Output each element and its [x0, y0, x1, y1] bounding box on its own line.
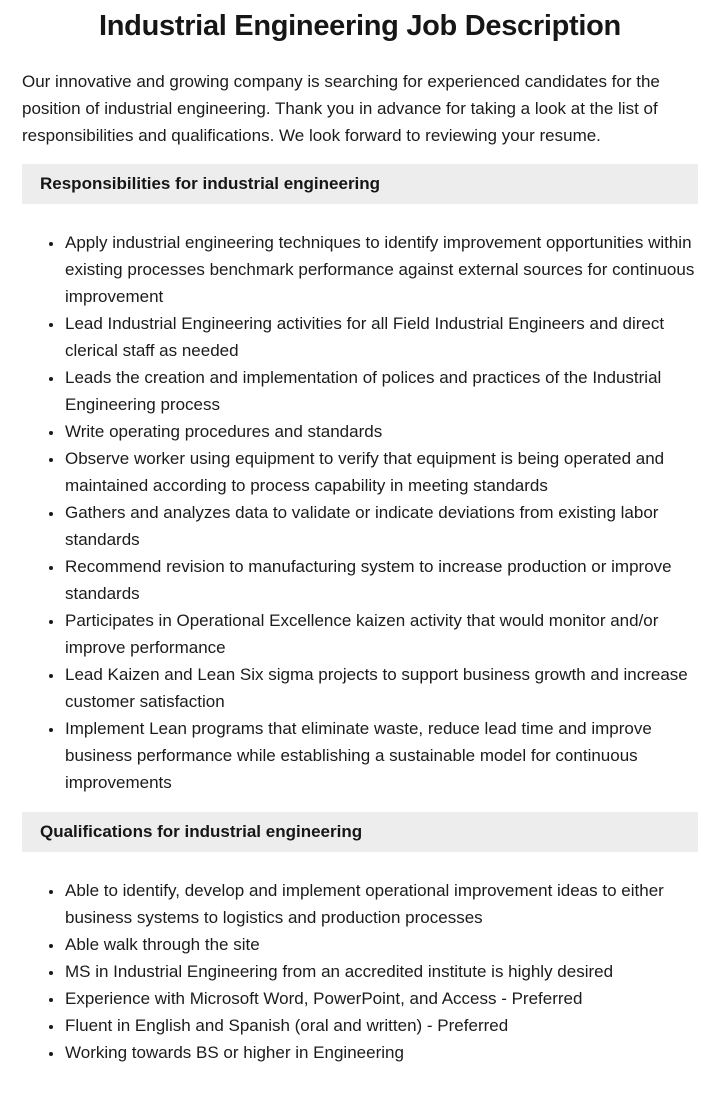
list-item: • Experience with Microsoft Word, PowerPoint, and Access - Preferred — [64, 985, 698, 1012]
list-item: • Leads the creation and implementation of polices and practices of the Industrial Engineering process — [64, 364, 698, 418]
list-item: • Observe worker using equipment to verify that equipment is being operated and maintained according to process capability in meeting standards — [64, 445, 698, 499]
responsibilities-heading: Responsibilities for industrial engineering — [22, 164, 698, 204]
list-item: • Able walk through the site — [64, 931, 698, 958]
qualifications-section — [22, 812, 698, 1066]
responsibilities-list — [22, 229, 698, 796]
list-item: • Apply industrial engineering techniques to identify improvement opportunities within existing processes benchmark performance against external sources for continuous improvement — [64, 229, 698, 310]
qualifications-heading: Qualifications for industrial engineering — [22, 812, 698, 852]
list-item: • Able to identify, develop and implement operational improvement ideas to either business systems to logistics and production processes — [64, 877, 698, 931]
list-item: • Fluent in English and Spanish (oral and written) - Preferred — [64, 1012, 698, 1039]
list-item: • Implement Lean programs that eliminate waste, reduce lead time and improve business performance while establishing a sustainable model for continuous improvements — [64, 715, 698, 796]
list-item: • Lead Kaizen and Lean Six sigma projects to support business growth and increase customer satisfaction — [64, 661, 698, 715]
page-title: Industrial Engineering Job Description — [99, 10, 621, 42]
responsibilities-section — [22, 164, 698, 796]
list-item: • Lead Industrial Engineering activities for all Field Industrial Engineers and direct clerical staff as needed — [64, 310, 698, 364]
intro-paragraph: Our innovative and growing company is searching for experienced candidates for the position of industrial engineering. Thank you in advance for taking a look at the list of responsibilities and qualifications. We look forward to reviewing your resume. — [22, 72, 660, 145]
list-item: • Participates in Operational Excellence kaizen activity that would monitor and/or improve performance — [64, 607, 698, 661]
list-item: • MS in Industrial Engineering from an accredited institute is highly desired — [64, 958, 698, 985]
list-item: • Working towards BS or higher in Engineering — [64, 1039, 698, 1066]
list-item: • Gathers and analyzes data to validate or indicate deviations from existing labor standards — [64, 499, 698, 553]
list-item: • Write operating procedures and standards — [64, 418, 698, 445]
list-item: • Recommend revision to manufacturing system to increase production or improve standards — [64, 553, 698, 607]
qualifications-list — [22, 877, 698, 1066]
